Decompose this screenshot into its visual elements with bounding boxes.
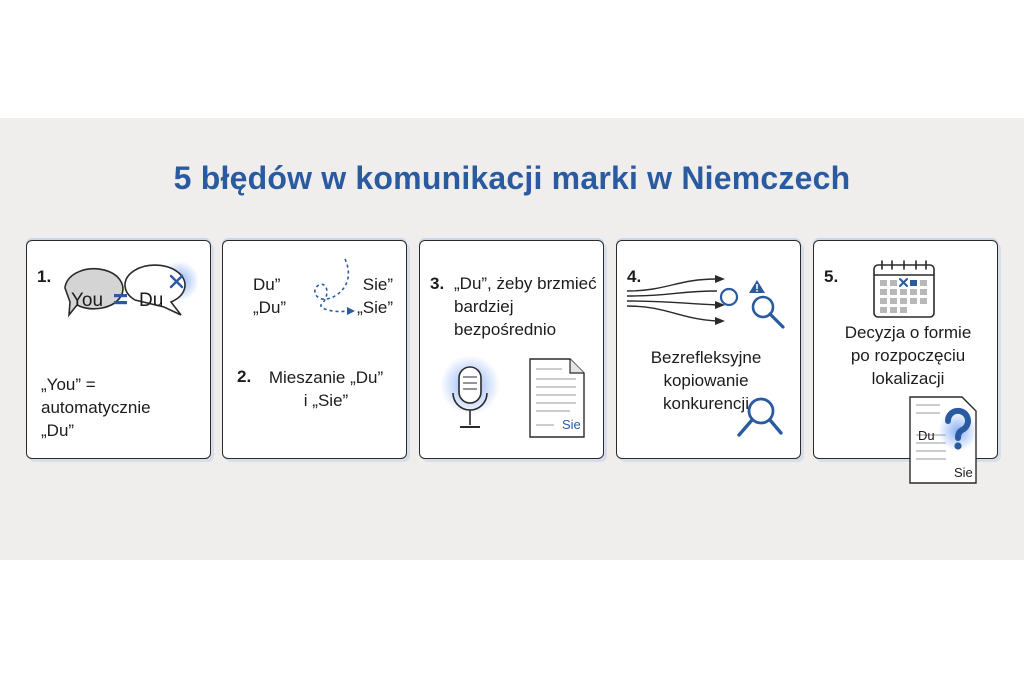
warning-icon xyxy=(749,280,765,293)
doc-label-sie: Sie xyxy=(954,465,973,480)
equals-icon xyxy=(114,294,127,297)
card-4 xyxy=(616,240,801,459)
card-text: Decyzja o formie po rozpoczęciu lokalizacji xyxy=(844,323,972,388)
card-text: „Du”, żeby brzmieć bardziej bezpośrednio xyxy=(454,274,597,339)
dashed-swirl-arrow-icon xyxy=(223,241,406,341)
merging-arrows-icon xyxy=(617,241,800,341)
bubble-label-you: You xyxy=(71,290,104,311)
card-text: „You” = automatycznie „Du” xyxy=(41,375,151,440)
magnifier-icon xyxy=(753,297,783,327)
magnifier-icon xyxy=(733,395,793,445)
bubble-label-du: Du xyxy=(139,290,164,311)
card-5 xyxy=(813,240,998,480)
card-number: 2. xyxy=(237,367,252,386)
page-title: 5 błędów w komunikacji marki w Niemczech xyxy=(173,160,851,196)
card-number: 1. xyxy=(37,267,52,286)
card-2 xyxy=(222,240,407,459)
card-3 xyxy=(419,240,604,459)
speech-bubbles-icon xyxy=(27,241,210,341)
card-number: 4. xyxy=(627,267,642,286)
card-1 xyxy=(26,240,211,459)
microphone-icon xyxy=(434,359,514,449)
card-text: Bezrefleksyjne kopiowanie konkurencji xyxy=(650,348,762,413)
doc-label-du: Du xyxy=(918,428,935,443)
doc-label-sie: Sie xyxy=(562,417,581,432)
card-text: Mieszanie „Du” i „Sie” xyxy=(268,368,384,410)
sie-labels: Sie” „Sie” xyxy=(357,275,393,317)
document-icon xyxy=(526,355,596,445)
du-labels: Du” „Du” xyxy=(253,275,287,317)
card-number: 3. xyxy=(430,274,445,293)
card-number: 5. xyxy=(824,267,839,286)
calendar-icon xyxy=(870,257,950,327)
